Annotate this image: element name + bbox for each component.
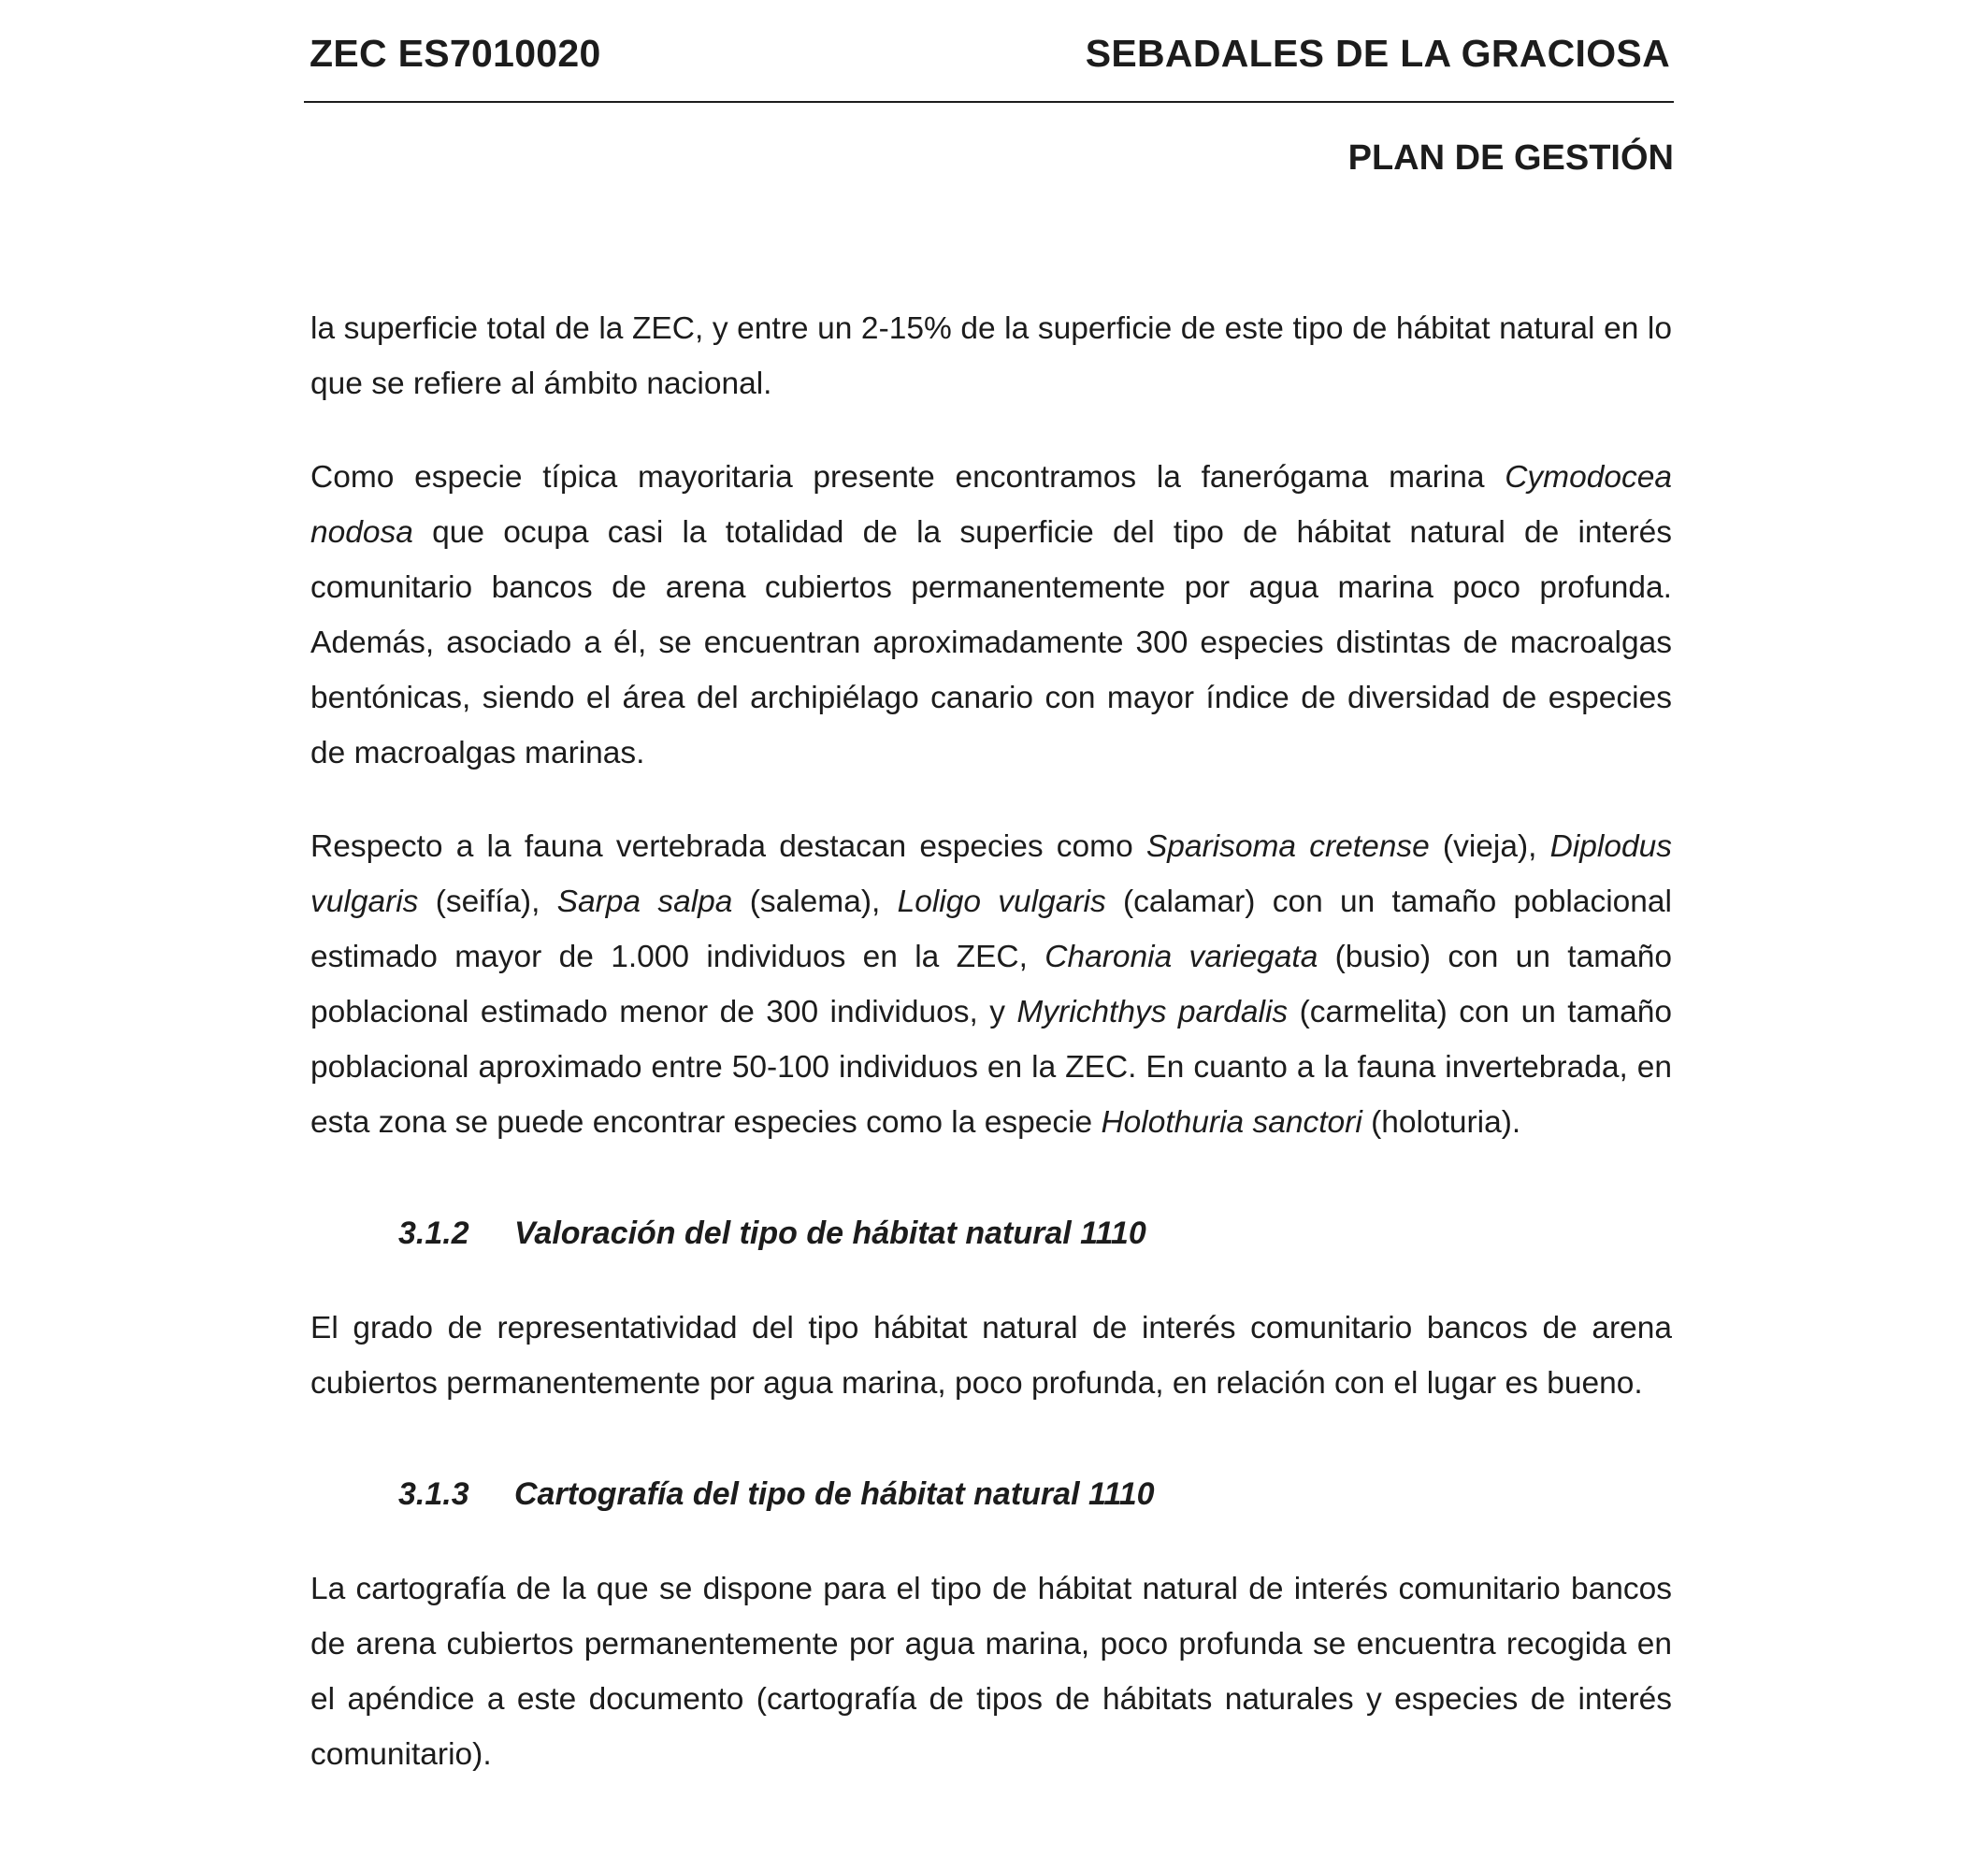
species-name: Myrichthys pardalis: [1016, 995, 1289, 1029]
paragraph-valoracion: El grado de representatividad del tipo hábitat natural de interés comunitario bancos de arena cubiertos permanentemente por agua marina, poco profunda, en relación con el lugar es bueno.: [310, 1311, 1672, 1401]
species-name: Sparisoma cretense: [1145, 829, 1430, 864]
paragraph-cartografia: La cartografía de la que se dispone para el tipo de hábitat natural de interés comunitario bancos de arena cubiertos permanentemente por agua marina, poco profunda se encuentra recogida en el apéndice a este documento (cartografía de tipos de hábitats naturales y especies de interés comunitario).: [310, 1572, 1672, 1772]
text-run: (vieja),: [1429, 829, 1550, 864]
section-heading-3-1-2: [398, 1206, 1672, 1261]
text-run: Respecto a la fauna vertebrada destacan especies como: [310, 829, 1146, 864]
text-run: (salema),: [732, 885, 898, 919]
species-name: Loligo vulgaris: [897, 885, 1106, 919]
site-name: SEBADALES DE LA GRACIOSA: [1085, 32, 1670, 75]
paragraph-fauna: [310, 819, 1672, 1150]
section-heading-3-1-3: [398, 1467, 1672, 1522]
paragraph-continuation: la superficie total de la ZEC, y entre un 2-15% de la superficie de este tipo de hábitat natural en lo que se refiere al ámbito nacional.: [310, 311, 1672, 401]
text-run: (holoturia).: [1361, 1105, 1521, 1140]
species-name: Diplodus vulgaris: [310, 829, 1672, 919]
text-run: (seifía),: [418, 885, 557, 919]
paragraph-typical-species: [310, 450, 1672, 781]
species-name: Cymodocea nodosa: [310, 460, 1672, 550]
text-run: que ocupa casi la totalidad de la superficie del tipo de hábitat natural de interés comunitario bancos de arena cubiertos permanentemente por agua marina poco profunda. Además, asociado a él, se encuentran aproximadamente 300 especies distintas de macroalgas bentónicas, siendo el área del archipiélago canario con mayor índice de diversidad de especies de macroalgas marinas.: [310, 515, 1672, 770]
text-run: (carmelita) con un tamaño poblacional aproximado entre 50-100 individuos en la ZEC. En cuanto a la fauna invertebrada, en esta zona se puede encontrar especies como la especie: [310, 995, 1673, 1140]
text-run: Como especie típica mayoritaria presente encontramos la fanerógama marina: [310, 460, 1505, 495]
page-header: [304, 28, 1674, 103]
section-title: Valoración del tipo de hábitat natural 1110: [514, 1216, 1146, 1251]
section-title: Cartografía del tipo de hábitat natural 1110: [514, 1476, 1155, 1512]
text-run: (calamar) con un tamaño poblacional estimado mayor de 1.000 individuos en la ZEC,: [310, 885, 1673, 974]
species-name: Sarpa salpa: [556, 885, 733, 919]
document-subtitle: PLAN DE GESTIÓN: [1347, 138, 1674, 178]
text-run: (busio) con un tamaño poblacional estimado menor de 300 individuos, y: [310, 940, 1672, 1029]
species-name: Holothuria sanctori: [1101, 1105, 1362, 1140]
document-body: [310, 301, 1672, 1820]
document-code: ZEC ES7010020: [310, 32, 601, 75]
section-number: 3.1.3: [398, 1476, 469, 1512]
section-number: 3.1.2: [398, 1216, 469, 1251]
species-name: Charonia variegata: [1044, 940, 1318, 974]
